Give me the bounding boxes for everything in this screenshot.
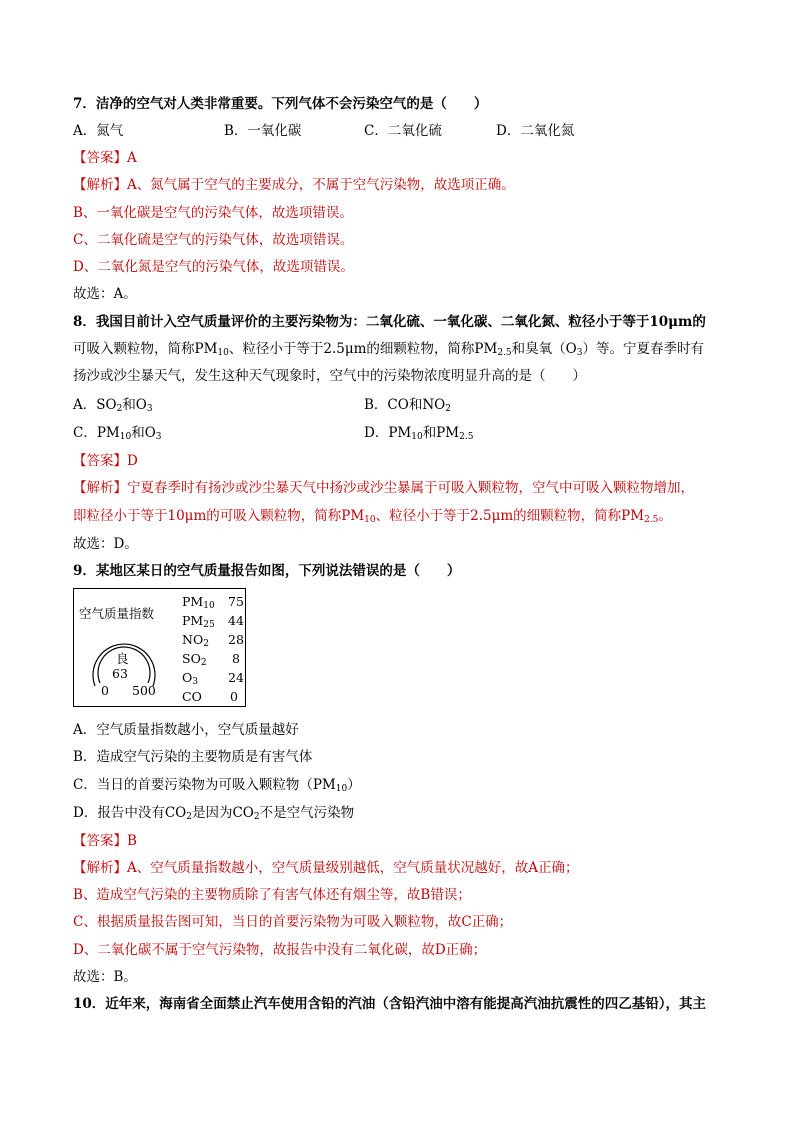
q8-analysis-line: 【解析】宁夏春季时有扬沙或沙尘暴天气中扬沙或沙尘暴属于可吸入颗粒物，空气中可吸入颗粒物增加， [73,480,694,496]
q7-analysis-line: 【解析】A、氮气属于空气的主要成分，不属于空气污染物，故选项正确。 [73,177,515,193]
q8-stem-line: 扬沙或沙尘暴天气，发生这种天气现象时，空气中的污染物浓度明显升高的是（ ） [73,368,586,384]
aqi-scale-min: 0 [101,683,109,698]
q9-option-b: B．造成空气污染的主要物质是有害气体 [73,749,313,765]
q9-stem: 9．某地区某日的空气质量报告如图，下列说法错误的是（ ） [73,563,461,579]
q9-conclusion: 故选：B。 [73,969,137,985]
q8-option-b: B．CO和$NO_2$ [364,397,451,414]
pollutant-name: $SO_2$ [182,651,207,668]
q7-answer: 【答案】A [73,150,137,166]
q9-analysis-line: C、根据质量报告图可知，当日的首要污染物为可吸入颗粒物，故C正确； [73,914,513,930]
q9-option-d: D．报告中没有$CO_2$是因为$CO_2$不是空气污染物 [73,805,355,822]
q7-analysis-line: D、二氧化氮是空气的污染气体，故选项错误。 [73,259,354,275]
aqi-index: 63 [112,666,128,681]
aqi-scale-max: 500 [132,683,156,698]
pollutant-value: 28 [228,632,244,647]
q9-option-a: A．空气质量指数越小，空气质量越好 [73,722,299,738]
q7-option-b: B．一氧化碳 [224,123,302,139]
q7-option-a: A．氮气 [73,123,124,139]
q8-stem-line: 8．我国目前计入空气质量评价的主要污染物为：二氧化硫、一氧化碳、二氧化氮、粒径小于等于10μm的 [73,314,706,330]
q8-stem-line: 可吸入颗粒物，简称$PM_{10}$、粒径小于等于2.5μm的细颗粒物，简称$PM_{2.5}$和臭氧$(O_3)$等。宁夏春季时有 [73,341,704,358]
q8-option-a: A．$SO_2$和$O_3$ [73,397,153,414]
q8-analysis-line: 即粒径小于等于10μm的可吸入颗粒物，简称$PM_{10}$、粒径小于等于2.5μm的细颗粒物，简称$PM_{2.5}$。 [73,508,672,525]
q7-conclusion: 故选：A。 [73,286,137,302]
pollutant-value: 75 [228,594,244,609]
pollutant-name: $PM_{10}$ [182,594,215,611]
q9-analysis-line: 【解析】A、空气质量指数越小，空气质量级别越低，空气质量状况越好，故A正确； [73,860,579,876]
q7-option-c: C．二氧化硫 [364,123,442,139]
q7-stem: 7．洁净的空气对人类非常重要。下列气体不会污染空气的是（ ） [73,96,488,112]
q10-stem: 10．近年来，海南省全面禁止汽车使用含铅的汽油（含铅汽油中溶有能提高汽油抗震性的四乙基铅），其主 [73,996,707,1012]
pollutant-value: 24 [228,670,244,685]
pollutant-name: $PM_{25}$ [182,613,215,630]
q8-option-c: C．$PM_{10}$和$O_3$ [73,425,162,442]
q9-answer: 【答案】B [73,833,137,849]
q8-conclusion: 故选：D。 [73,536,138,552]
pollutant-name: $NO_2$ [182,632,209,649]
q8-answer: 【答案】D [73,453,138,469]
pollutant-value: 0 [230,689,238,704]
pollutant-name: $O_3$ [182,670,198,687]
q7-analysis-line: C、二氧化硫是空气的污染气体，故选项错误。 [73,232,354,248]
air-quality-report [73,588,246,707]
q7-analysis-line: B、一氧化碳是空气的污染气体，故选项错误。 [73,205,353,221]
q9-option-c: C．当日的首要污染物为可吸入颗粒物$(PM_{10})$ [73,777,361,794]
aqi-level: 良 [116,651,129,666]
q8-option-d: D．$PM_{10}$和$PM_{2.5}$ [364,425,474,442]
pollutant-value: 44 [228,613,244,628]
q9-analysis-line: B、造成空气污染的主要物质除了有害气体还有烟尘等，故B错误； [73,887,471,903]
q9-analysis-line: D、二氧化碳不属于空气污染物，故报告中没有二氧化碳，故D正确； [73,942,487,958]
pollutant-name: CO [182,689,202,704]
q7-option-d: D．二氧化氮 [496,123,575,139]
pollutant-value: 8 [232,651,240,666]
report-title: 空气质量指数 [79,606,155,621]
